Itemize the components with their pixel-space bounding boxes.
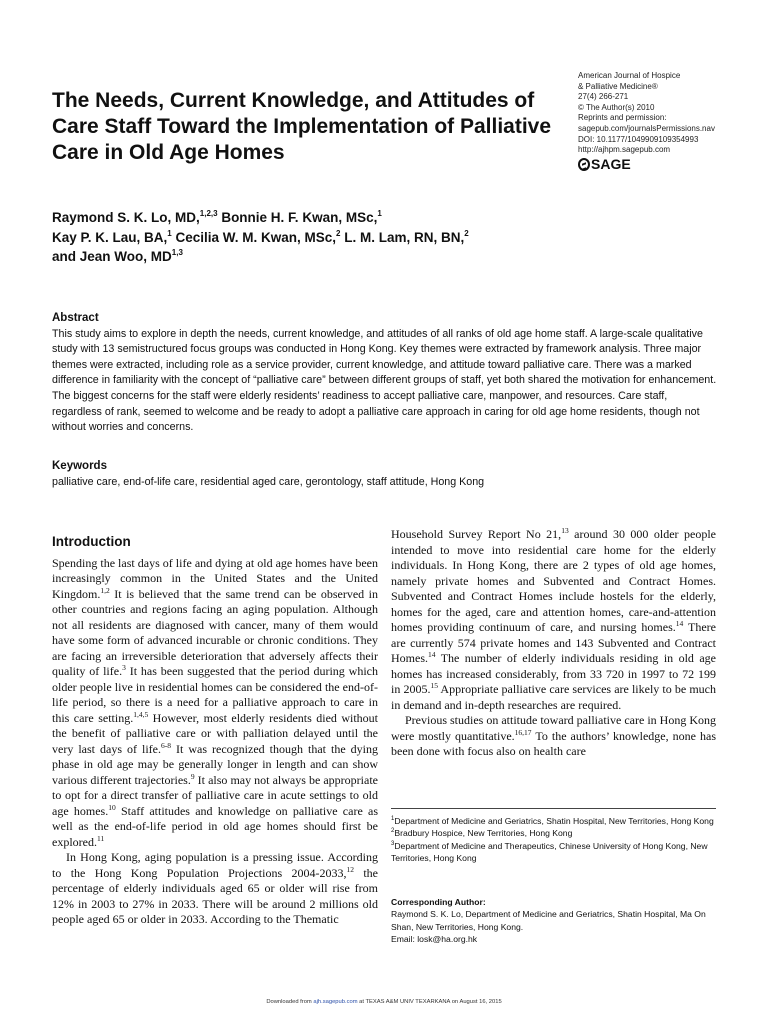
publisher-name: SAGE — [591, 155, 631, 172]
text-run: Staff attitudes and knowledge on palliative care as well as the end-of-life period in old age homes should first be explored. — [52, 803, 379, 849]
body-paragraph — [391, 713, 716, 760]
body-paragraph — [52, 850, 378, 928]
text-run: around 30 000 older people intended to move into residential care home for the elderly individuals. In Hong Kong, there are 2 types of old age homes, namely private homes and Subvented and Contract Homes. Subvented and Contract Homes include hostels for the elderly, homes for the aged, care and attention homes, care-and-attention homes providing continuum of care, and nursing homes. — [391, 527, 716, 634]
affiliation-item — [391, 815, 721, 827]
author-affil-sup: 1,2,3 — [199, 209, 218, 218]
text-run: Previous studies on attitude toward palliative care in Hong Kong were mostly quantitative. — [391, 713, 716, 743]
text-run: However, most elderly residents died without the benefit of palliative care or with palliation delayed until the very last days of life. — [52, 710, 379, 756]
body-column-right — [391, 527, 716, 760]
body-paragraph — [52, 556, 378, 851]
body-paragraph — [391, 527, 716, 713]
author-name: Raymond S. K. Lo, MD, — [52, 210, 200, 225]
citation-sup[interactable]: 3 — [122, 663, 126, 672]
footnote-divider — [391, 808, 716, 809]
citation-sup[interactable]: 16,17 — [514, 727, 532, 737]
body-column-left — [52, 534, 378, 928]
sage-s-icon — [578, 158, 590, 171]
citation-sup[interactable]: 12 — [346, 864, 354, 874]
permissions-link[interactable]: sagepub.com/journalsPermissions.nav — [578, 123, 715, 133]
text-run: There are currently 574 private homes and 143 Subvented and Contract Homes. — [391, 620, 716, 665]
journal-line: & Palliative Medicine® — [578, 81, 658, 91]
citation-sup[interactable]: 15 — [430, 681, 438, 690]
author-affil-sup: 1 — [167, 228, 172, 238]
journal-info — [578, 71, 758, 171]
text-run: To the authors’ knowledge, none has been done with focus also on health care — [391, 728, 716, 758]
text-run: The number of elderly individuals residing in old age homes has increased considerably, from 33 720 in 1997 to 72 199 in 2005. — [391, 651, 716, 696]
citation-sup[interactable]: 14 — [675, 619, 684, 628]
introduction-heading: Introduction — [52, 534, 131, 549]
corresponding-address: Raymond S. K. Lo, Department of Medicine and Geriatrics, Shatin Hospital, Ma On Shan, New Territories, Hong Kong. — [391, 909, 706, 932]
affiliation-item — [391, 827, 721, 839]
abstract-heading: Abstract — [52, 312, 99, 324]
affiliation-sup: 2 — [391, 828, 395, 835]
corresponding-heading: Corresponding Author: — [391, 897, 486, 907]
abstract-section — [52, 311, 720, 436]
affiliation-sup: 3 — [391, 840, 395, 847]
citation-sup[interactable]: 13 — [561, 526, 569, 535]
text-run: It is believed that the same trend can be observed in other countries and regions facing an aging population. Although not all residents are diagnosed with cancer, many of them would have some form of advanced incurable or chronic conditions. They are facing an irreversible deterioration that adversely affects their quality of life. — [52, 586, 378, 678]
abstract-text: This study aims to explore in depth the needs, current knowledge, and attitudes of all ranks of old age home staff. A large-scale qualitative study with 13 semistructured focus groups was conducted in Hong Kong. Key themes were extracted by framework analysis. Three major themes were extracted, including role as a service provider, current knowledge, and attitude toward palliative care. There was a marked difference in familiarity with the concept of “palliative care” between different groups of staff, yet both shared the motivation for enhancement. The biggest concerns for the staff were elderly residents’ readiness to accept palliative care, manpower, and resources. Care staff, regardless of rank, seemed to welcome and be ready to adopt a palliative care approach in caring for old age home residents, though not without worries and concerns. — [52, 327, 717, 434]
author-name: Bonnie H. F. Kwan, MSc, — [217, 210, 378, 225]
affiliation-item — [391, 840, 721, 865]
author-line — [52, 208, 612, 228]
author-affil-sup: 2 — [464, 228, 469, 238]
sage-logo — [578, 155, 758, 172]
affiliation-text: Department of Medicine and Geriatrics, Shatin Hospital, New Territories, Hong Kong — [394, 816, 714, 826]
text-run: Household Survey Report No 21, — [391, 527, 562, 541]
text-run: the percentage of elderly individuals aged 65 or older will rise from 12% in 2003 to 27% in 2033. There will be around 2 millions old people aged 65 or older in 2033. According to the Thematic — [52, 865, 378, 926]
text-run: Spending the last days of life and dying at old age homes have been increasingly common in the United States and the United Kingdom. — [52, 555, 378, 601]
journal-line: 27(4) 266-271 — [578, 92, 629, 102]
author-name: and Jean Woo, MD — [52, 249, 172, 264]
text-run: It was recognized though that the dying phase in old age may be generally longer in length and can show various different trajectories. — [52, 741, 378, 787]
journal-line: Reprints and permission: — [578, 113, 667, 123]
affiliations — [391, 815, 721, 864]
author-line — [52, 228, 612, 248]
author-name: Cecilia W. M. Kwan, MSc, — [171, 229, 337, 245]
journal-line: © The Author(s) 2010 — [578, 102, 655, 112]
affiliation-sup: 1 — [391, 816, 395, 822]
keywords-section — [52, 459, 720, 490]
citation-sup[interactable]: 9 — [190, 771, 195, 781]
text-run: It has been suggested that the period during which older people live in residential homes can be considered the end-of-life period, so there is a need for a palliative approach to care in this care setting. — [52, 664, 378, 725]
corresponding-email[interactable]: Email: losk@ha.org.hk — [391, 933, 478, 944]
citation-sup[interactable]: 14 — [428, 650, 436, 659]
download-footer — [0, 999, 768, 1005]
citation-sup[interactable]: 6-8 — [161, 740, 171, 750]
citation-sup[interactable]: 11 — [96, 833, 105, 843]
author-line — [52, 247, 612, 267]
citation-sup[interactable]: 1,4,5 — [133, 709, 149, 719]
footer-suffix: at TEXAS A&M UNIV TEXARKANA on August 16, 2015 — [357, 999, 502, 1005]
journal-url[interactable]: http://ajhpm.sagepub.com — [578, 145, 671, 155]
footer-prefix: Downloaded from — [266, 999, 314, 1005]
author-name: L. M. Lam, RN, BN, — [340, 229, 465, 245]
keywords-heading: Keywords — [52, 460, 107, 472]
author-list — [52, 208, 612, 267]
author-affil-sup: 1,3 — [171, 248, 183, 257]
keywords-text: palliative care, end-of-life care, residential aged care, gerontology, staff attitude, Hong Kong — [52, 475, 485, 488]
author-affil-sup: 2 — [336, 228, 341, 238]
journal-line: American Journal of Hospice — [578, 71, 681, 80]
author-affil-sup: 1 — [377, 209, 382, 218]
footer-link[interactable]: ajh.sagepub.com — [313, 999, 358, 1005]
article-title: The Needs, Current Knowledge, and Attitudes of Care Staff Toward the Implementation of Palliative Care in Old Age Homes — [52, 89, 552, 164]
corresponding-author — [391, 896, 721, 945]
author-name: Kay P. K. Lau, BA, — [52, 229, 168, 245]
text-run: In Hong Kong, aging population is a pressing issue. According to the Hong Kong Population Projections 2004-2033, — [52, 850, 378, 880]
citation-sup[interactable]: 10 — [108, 802, 116, 812]
text-run: Appropriate palliative care services are likely to be much in demand and in-depth researches are required. — [391, 682, 716, 712]
affiliation-text: Bradbury Hospice, New Territories, Hong Kong — [394, 828, 573, 839]
citation-sup[interactable]: 1,2 — [100, 585, 110, 595]
doi: DOI: 10.1177/1049909109354993 — [578, 134, 699, 144]
affiliation-text: Department of Medicine and Therapeutics, Chinese University of Hong Kong, New Territories, Hong Kong — [391, 840, 708, 863]
text-run: It also may not always be appropriate to opt for a direct transfer of palliative care in acute settings to old age homes. — [52, 772, 378, 818]
